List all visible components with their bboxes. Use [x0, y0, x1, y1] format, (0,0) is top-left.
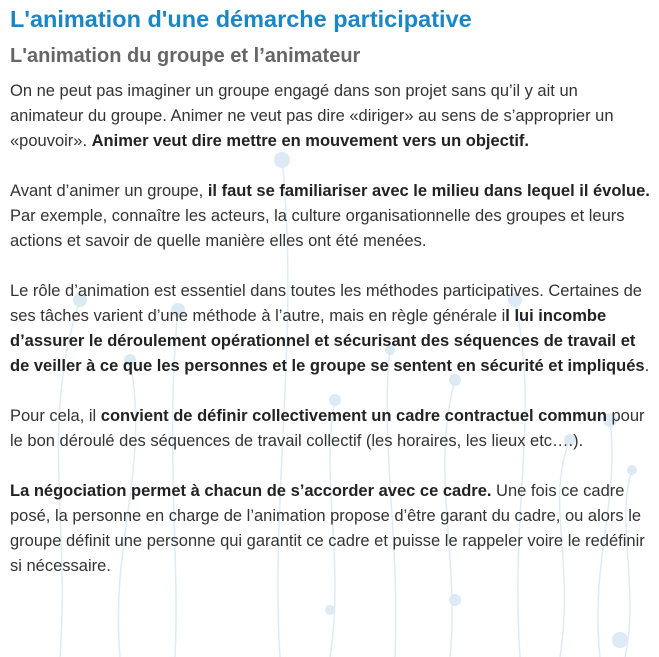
paragraph-emphasis: Animer veut dire mettre en mouvement vers un objectif. — [91, 132, 530, 150]
paragraph-text: Une fois ce cadre posé, la personne en charge de l’animation propose d’être garant du cadre, ou alors le groupe définit une personne qui garantit ce cadre et puisse le rappeler voire le redéfinir si nécessaire. — [10, 482, 645, 575]
paragraph-emphasis: il faut se familiariser avec le milieu dans lequel il évolue. — [207, 182, 650, 200]
paragraph-text: Le rôle d’animation est essentiel dans toutes les méthodes participatives. Certaines de ses tâches varient d’une méthode à l’autre, mais en règle générale i — [10, 282, 642, 325]
page-title: L'animation d'une démarche participative — [10, 6, 472, 32]
paragraph-text: Par exemple, connaître les acteurs, la culture organisationnelle des groupes et leurs actions et savoir de quelle manière elles ont été menées. — [10, 207, 625, 250]
paragraph-text: Avant d’animer un groupe, — [10, 182, 208, 200]
paragraph-text: . — [644, 357, 650, 375]
paragraph-text: On ne peut pas imaginer un groupe engagé dans son projet sans qu’il y ait un animateur du groupe. Animer ne veut pas dire «diriger» au sens de s’approprier un «pouvoir». — [10, 82, 614, 150]
paragraph-emphasis: convient de définir collectivement un cadre contractuel commun — [100, 407, 607, 425]
paragraph-text: pour le bon déroulé des séquences de travail collectif (les horaires, les lieux etc….). — [10, 407, 645, 450]
paragraph-1 — [10, 79, 650, 154]
paragraph-3 — [10, 279, 650, 379]
paragraph-emphasis: La négociation permet à chacun de s’accorder avec ce cadre. — [10, 482, 492, 500]
paragraph-text: Pour cela, il — [10, 407, 101, 425]
paragraph-5 — [10, 479, 650, 579]
paragraph-4 — [10, 404, 650, 454]
section-subtitle: L'animation du groupe et l’animateur — [10, 45, 361, 67]
paragraph-emphasis: l lui incombe d’assurer le déroulement opérationnel et sécurisant des séquences de travail et de veiller à ce que les personnes et le groupe se sentent en sécurité et impliqués — [10, 307, 645, 375]
paragraph-2 — [10, 179, 650, 254]
article — [10, 4, 650, 579]
